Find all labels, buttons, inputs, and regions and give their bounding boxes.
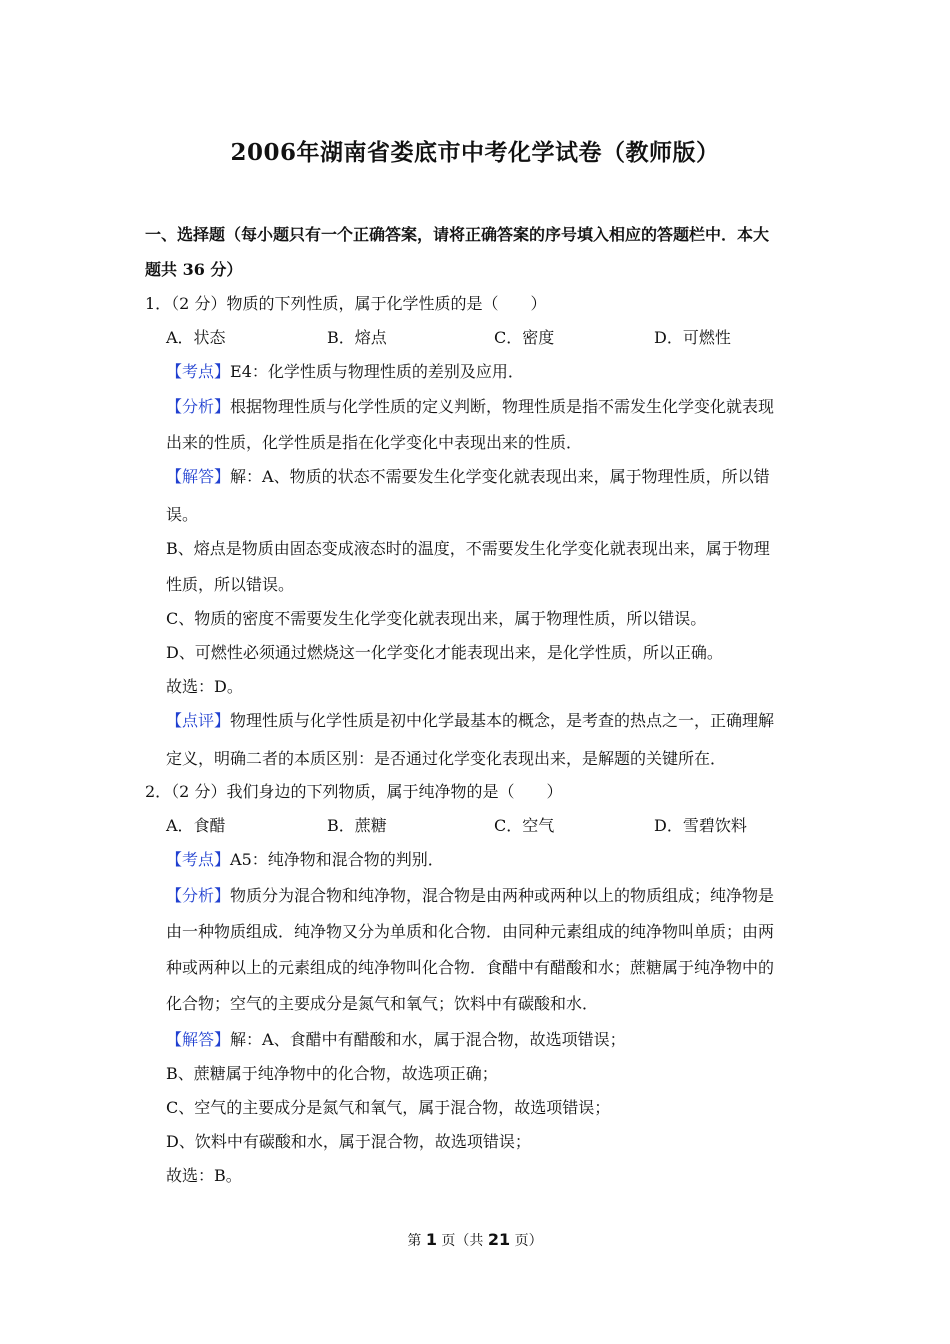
q2-stem: 2．（2 分）我们身边的下列物质，属于纯净物的是（ ） (145, 782, 563, 801)
q2-fenxi-tag: 【分析】 (166, 886, 231, 905)
q2-c: C、空气的主要成分是氮气和氧气，属于混合物，故选项错误； (166, 1098, 611, 1117)
q1-option-a: A．状态 (166, 328, 226, 347)
q1-option-d: D．可燃性 (654, 328, 731, 347)
q1-fenxi-line2: 出来的性质，化学性质是指在化学变化中表现出来的性质． (166, 433, 583, 452)
q2-kaodian-text: A5：纯净物和混合物的判别． (230, 850, 444, 869)
q1-jieda-line2: 误。 (166, 505, 199, 524)
q1-jieda-text1: 解：A、物质的状态不需要发生化学变化就表现出来，属于物理性质，所以错 (230, 467, 770, 486)
q2-option-c: C．空气 (494, 816, 555, 835)
q2-option-b: B．蔗糖 (327, 816, 387, 835)
q2-kaodian-tag: 【考点】 (166, 850, 231, 869)
page-footer (0, 1230, 950, 1251)
q1-fenxi-text1: 根据物理性质与化学性质的定义判断，物理性质是指不需发生化学变化就表现 (230, 397, 775, 416)
q2-jieda-tag: 【解答】 (166, 1030, 231, 1049)
q1-stem: 1．（2 分）物质的下列性质，属于化学性质的是（ ） (145, 294, 547, 313)
footer-middle: 页（共 (436, 1233, 488, 1249)
q2-fenxi-text1: 物质分为混合物和纯净物，混合物是由两种或两种以上的物质组成；纯净物是 (230, 886, 775, 905)
q2-fenxi (166, 886, 774, 906)
q2-b: B、蔗糖属于纯净物中的化合物，故选项正确； (166, 1064, 498, 1083)
q2-d: D、饮料中有碳酸和水，属于混合物，故选项错误； (166, 1132, 531, 1151)
q2-option-d: D．雪碧饮料 (654, 816, 747, 835)
q1-fenxi-tag: 【分析】 (166, 397, 231, 416)
q2-jieda (166, 1030, 626, 1050)
q1-dianping-line2: 定义，明确二者的本质区别：是否通过化学变化表现出来，是解题的关键所在． (166, 749, 727, 768)
page-title: 2006年湖南省娄底市中考化学试卷（教师版） (230, 139, 720, 166)
q1-dianping (166, 711, 774, 731)
footer-page-number: 1 (425, 1230, 437, 1249)
q1-answer: 故选：D。 (166, 677, 243, 696)
footer-suffix: 页） (510, 1233, 543, 1249)
q1-jieda (166, 467, 770, 487)
q1-d: D、可燃性必须通过燃烧这一化学变化才能表现出来，是化学性质，所以正确。 (166, 643, 723, 662)
q1-option-b: B．熔点 (327, 328, 387, 347)
footer-prefix: 第 (407, 1233, 426, 1249)
q2-kaodian (166, 850, 444, 870)
q2-jieda-text1: 解：A、食醋中有醋酸和水，属于混合物，故选项错误； (230, 1030, 626, 1049)
q1-jieda-tag: 【解答】 (166, 467, 231, 486)
footer-total-pages: 21 (487, 1230, 511, 1249)
q1-b-line1: B、熔点是物质由固态变成液态时的温度，不需要发生化学变化就表现出来，属于物理 (166, 539, 770, 558)
q1-dianping-text1: 物理性质与化学性质是初中化学最基本的概念，是考查的热点之一，正确理解 (230, 711, 775, 730)
q2-fenxi-line2: 由一种物质组成．纯净物又分为单质和化合物．由同种元素组成的纯净物叫单质；由两 (166, 922, 775, 941)
section-heading-line2: 题共 36 分） (145, 260, 243, 279)
q1-dianping-tag: 【点评】 (166, 711, 231, 730)
q1-option-c: C．密度 (494, 328, 555, 347)
q1-kaodian (166, 362, 524, 382)
q2-fenxi-line3: 种或两种以上的元素组成的纯净物叫化合物．食醋中有醋酸和水；蔗糖属于纯净物中的 (166, 958, 775, 977)
q2-answer: 故选：B。 (166, 1166, 242, 1185)
section-heading-line1: 一、选择题（每小题只有一个正确答案，请将正确答案的序号填入相应的答题栏中．本大 (145, 225, 770, 244)
q1-c: C、物质的密度不需要发生化学变化就表现出来，属于物理性质，所以错误。 (166, 609, 707, 628)
q1-kaodian-text: E4：化学性质与物理性质的差别及应用． (230, 362, 524, 381)
q2-fenxi-line4: 化合物；空气的主要成分是氮气和氧气；饮料中有碳酸和水． (166, 994, 599, 1013)
q1-fenxi (166, 397, 774, 417)
q1-b-line2: 性质，所以错误。 (166, 575, 295, 594)
q2-option-a: A．食醋 (166, 816, 226, 835)
q1-kaodian-tag: 【考点】 (166, 362, 231, 381)
